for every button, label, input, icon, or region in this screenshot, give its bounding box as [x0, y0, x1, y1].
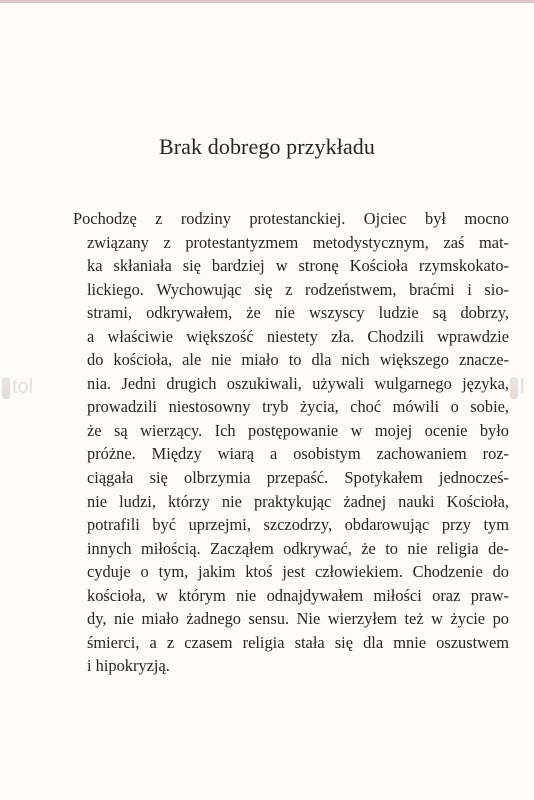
text-line: Pochodzę z rodziny protestanckiej. Ojciec był mocno: [73, 209, 509, 228]
text-line: ka skłaniała się bardziej w stronę Kościoła rzymskokato-: [87, 256, 509, 276]
text-line: cyduje o tym, jakim ktoś jest człowiekiem. Chodzenie do: [87, 562, 509, 582]
text-line: próżne. Między wiarą a osobistym zachowaniem roz-: [87, 444, 509, 464]
text-line: że są wierzący. Ich postępowanie w mojej ocenie było: [87, 420, 509, 440]
text-line: i hipokryzją.: [87, 656, 170, 676]
lighthouse-icon: [2, 377, 10, 399]
text-line: do kościoła, ale nie miało to dla nich większego znacze-: [87, 350, 509, 370]
paragraph: [73, 207, 509, 678]
text-line: a właściwie większość niestety zła. Chodzili wprawdzie: [87, 326, 509, 346]
text-line: śmierci, a z czasem religia stała się dla mnie oszustwem: [87, 632, 509, 652]
text-line: ciągała się olbrzymia przepaść. Spotykałem jednocześ-: [87, 468, 509, 488]
chapter-title: Brak dobrego przykładu: [158, 134, 376, 159]
text-line: związany z protestantyzmem metodystycznym, zaś mat-: [87, 232, 509, 252]
watermark-right: [510, 372, 524, 402]
text-line: strami, odkrywałem, że nie wszyscy ludzie są dobrzy,: [87, 303, 509, 323]
text-line: kościoła, w którym nie odnajdywałem miłości oraz praw-: [87, 585, 509, 605]
watermark-left-text: tol: [12, 376, 34, 398]
text-line: dy, nie miało żadnego sensu. Nie wierzyłem też w życie po: [87, 609, 509, 629]
watermark-left: [2, 372, 33, 402]
text-line: lickiego. Wychowując się z rodzeństwem, braćmi i sio-: [87, 279, 509, 299]
watermark-right-text: l: [520, 376, 525, 398]
text-line: prowadzili niestosowny tryb życia, choć mówili o sobie,: [87, 397, 509, 417]
text-line: potrafili być uprzejmi, szczodrzy, obdarowując przy tym: [87, 515, 509, 535]
text-line: nie ludzi, którzy nie praktykując żadnej nauki Kościoła,: [87, 491, 509, 511]
text-line: nia. Jedni drugich oszukiwali, używali wulgarnego języka,: [87, 373, 509, 393]
text-line: innych miłością. Zacząłem odkrywać, że to nie religia de-: [87, 538, 509, 558]
top-edge-rule: [0, 0, 534, 3]
lighthouse-icon: [510, 377, 518, 399]
